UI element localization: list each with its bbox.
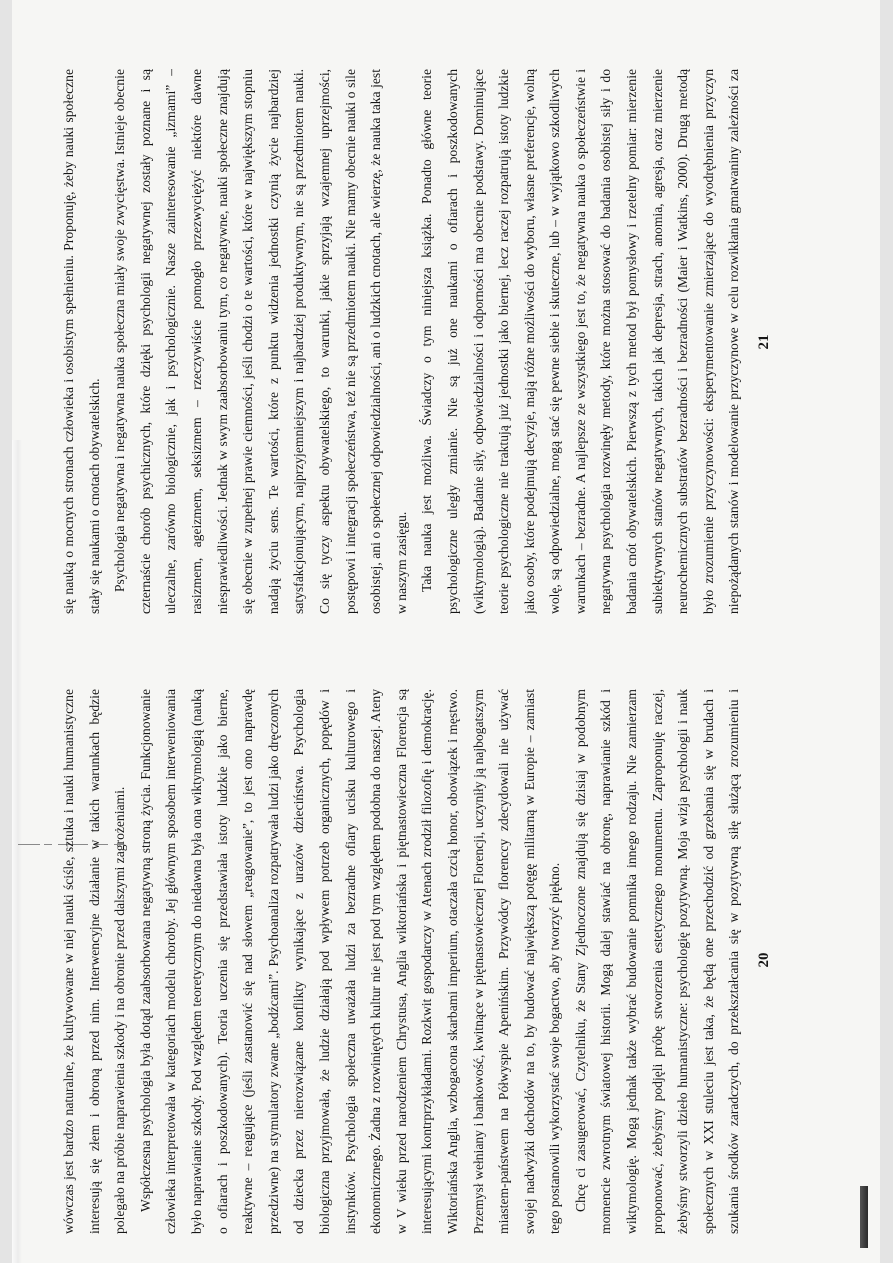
book-spread <box>40 52 790 1242</box>
paragraph: Psychologia negatywna i negatywna nauka społeczna miały swoje zwycięstwa. Istnieje obecnie czternaście chorób psychicznych, które dzięki psychologii negatywnej zostały poznane i są uleczalne, zarówno biologicznie, jak i psychologicznie. Nasze zainteresowanie „izmami” – rasizmem, ageizmem, seksizmem – rzeczywiście pomogło przezwyciężyć niektóre dawne niesprawiedliwości. Jednak w swym zaabsorbowaniu tym, co negatywne, nauki społeczne znajdują się obecnie w zupełnej prawie ciemności, jeśli chodzi o te wartości, które w największym stopniu nadają życiu sens. Te wartości, które z punktu widzenia jednostki czynią życie najbardziej satysfakcjonującym, najprzyjemniejszym i najbardziej produktywnym, nie są przedmiotem nauki. Co się tyczy aspektu obywatelskiego, to warunki, jakie sprzyjają wzajemnej uprzejmości, postępowi i integracji społeczeństwa, też nie są przedmiotem nauki. Nie mamy obecnie nauki o sile osobistej, ani o społecznej odpowiedzialności, ani o ludzkich cnotach, ale wierzę, że nauka taka jest w naszym zasięgu. <box>112 69 409 614</box>
paragraph: Chcę ci zasugerować, Czytelniku, że Stany Zjednoczone znajdują się dzisiaj w podobnym momencie zwrotnym światowej historii. Mogą dalej stawiać na obronę, naprawianie szkód i wiktymologię. Mogą jednak także wybrać budowanie pomnika innego rodzaju. Nie zamierzam proponować, żebyśmy podjęli próbę stworzenia estetycznego monumentu. Zaproponuję raczej, żebyśmy stworzyli dzieło humanistyczne: psychologię pozytywną. Moja wizja psychologii i nauk społecznych w XXI stuleciu jest taka, że będą one przechodzić od grzebania się w brudach i szukania środków zaradczych, do przekształcania się w pozytywną siłę służącą zrozumieniu i <box>572 689 742 1234</box>
scan-corner-shadow <box>860 1186 868 1248</box>
page-number-left: 20 <box>756 952 772 968</box>
paragraph: Taka nauka jest możliwa. Świadczy o tym niniejsza książka. Ponadto główne teorie psychologiczne uległy zmianie. Nie są już one naukami o ofiarach i poszkodowanych (wiktymologią). Badanie siły, odpowiedzialności i odporności ma obecnie podstawy. Dominujące teorie psychologiczne nie traktują już jednostki jako biernej, lecz raczej rozpatrują istoty ludzkie jako osoby, które podejmują decyzje, mają różne możliwości do wyboru, własne preferencje, wolną wolę, są odpowiedzialne, mogą stać się pewne siebie i skuteczne, lub – w wyjątkowo szkodliwych warunkach – bezradne. A najlepsze ze wszystkiego jest to, że negatywna nauka o społeczeństwie i negatywna psychologia rozwinęły metody, które można stosować do badania osobistej siły i do badania cnót obywatelskich. Pierwszą z tych metod był pomysłowy i rzetelny pomiar: mierzenie subiektywnych stanów negatywnych, takich jak depresja, strach, anomia, agresja, oraz mierzenie neurochemicznych substratów bezradności i bezradności (Maier i Watkins, 2000). Drugą metodą było zrozumienie przyczynowości: eksperymentowanie zmierzające do wyodrębnienia przyczyn niepożądanych stanów i modelowanie przyczynowe w celu rozwikłania gmatwaniny zależności za <box>419 69 742 614</box>
page-number-right: 21 <box>756 334 772 350</box>
scanned-sheet <box>12 0 880 1263</box>
right-page-text <box>56 69 746 614</box>
paragraph: wówczas jest bardzo naturalne, że kultywowane w niej nauki ściśle, sztuka i nauki humanistyczne interesują się złem i obroną przed nim. Interwencyjne działanie w takich warunkach będzie polegało na próbie naprawienia szkody i na obronie przed dalszymi zagrożeniami. <box>61 689 128 1234</box>
paragraph: się nauką o mocnych stronach człowieka i osobistym spełnieniu. Proponuję, żeby nauki społeczne stały się naukami o cnotach obywatelskich. <box>61 69 102 614</box>
left-page-text <box>56 689 746 1234</box>
paragraph: Współczesna psychologia była dotąd zaabsorbowana negatywną stroną życia. Funkcjonowanie człowieka interpretowała w kategoriach modelu choroby. Jej głównym sposobem interweniowania było naprawianie szkody. Pod względem teoretycznym do niedawna była ona wiktymologią (nauką o ofiarach i poszkodowanych). Teoria uczenia się przedstawiała istoty ludzkie jako bierne, reaktywne – reagujące (jeśli zastanowić się nad słowem „reagowanie”, to jest ono naprawdę przedziwne) na stymulatory zwane „bodźcami”. Psychoanaliza rozpatrywała ludzi jako dręczonych od dziecka przez nierozwiązane konflikty wynikające z urazów dzieciństwa. Psychologia biologiczna przyjmowała, że ludzie działają pod wpływem potrzeb organicznych, popędów i instynktów. Psychologia społeczna uważała ludzi za bezradne ofiary ucisku kulturowego i ekonomicznego. Żadna z rozwiniętych kultur nie jest pod tym względem podobna do naszej. Ateny w V wieku przed narodzeniem Chrystusa, Anglia wiktoriańska i piętnastowieczna Florencja są interesującymi kontrprzykładami. Rozkwit gospodarczy w Atenach zrodził filozofię i demokrację. Wiktoriańska Anglia, wzbogacona skarbami imperium, otaczała czcią honor, obowiązek i męstwo. Przemysł wełniany i bankowość, kwitnące w piętnastowiecznej Florencji, uczyniły ją najbogatszym miastem-państwem na Półwyspie Apenińskim. Przywódcy florenccy zdecydowali nie używać swojej nadwyżki dochodów na to, by budować największą potęgę militarną w Europie – zamiast tego postanowili wykorzystać swoje bogactwo, aby tworzyć piękno. <box>137 689 563 1234</box>
